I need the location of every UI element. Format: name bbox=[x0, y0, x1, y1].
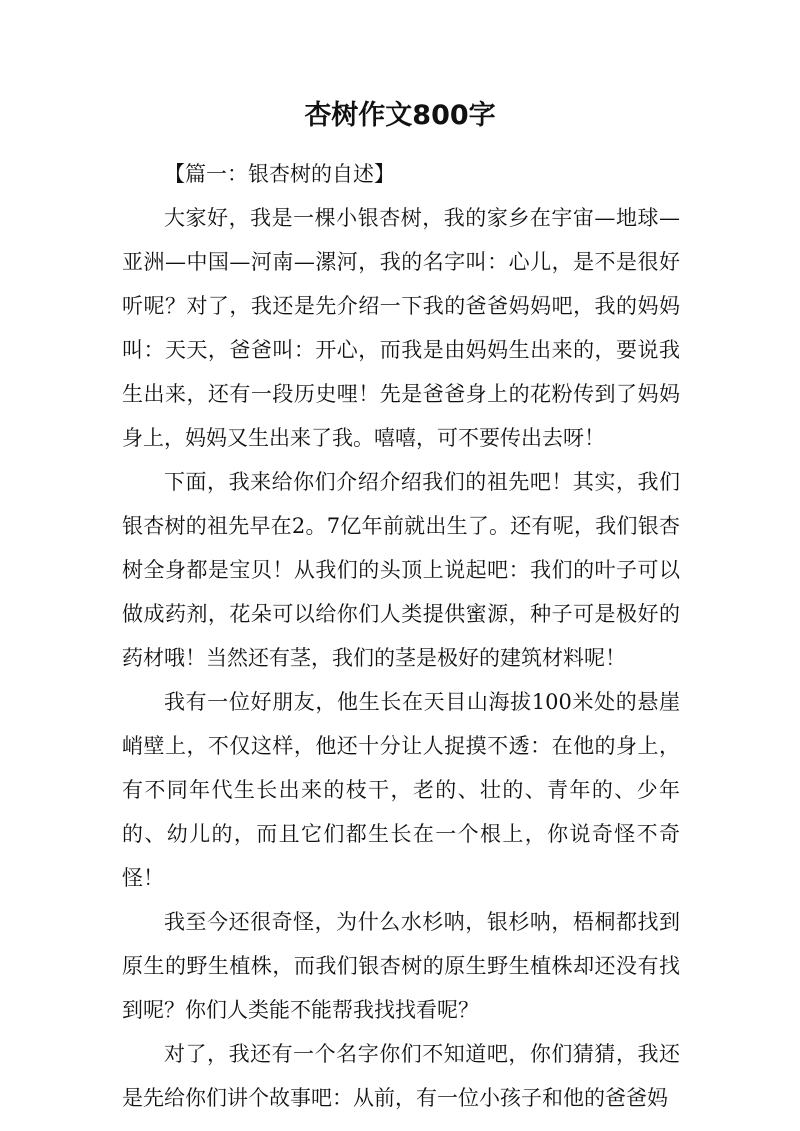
paragraph: 大家好，我是一棵小银杏树，我的家乡在宇宙—地球—亚洲—中国—河南—漯河，我的名字叫：心儿，是不是很好听呢？对了，我还是先介绍一下我的爸爸妈妈吧，我的妈妈叫：天天，爸爸叫：开心，而我是由妈妈生出来的，要说我生出来，还有一段历史哩！先是爸爸身上的花粉传到了妈妈身上，妈妈又生出来了我。嘻嘻，可不要传出去呀！ bbox=[122, 206, 680, 450]
document-title: 杏树作文800字 bbox=[304, 100, 496, 131]
paragraph: 我至今还很奇怪，为什么水杉呐，银杉呐，梧桐都找到原生的野生植株，而我们银杏树的原生野生植株却还没有找到呢？你们人类能不能帮我找找看呢？ bbox=[122, 910, 680, 1022]
paragraph: 对了，我还有一个名字你们不知道吧，你们猜猜，我还是先给你们讲个故事吧：从前，有一位小孩子和他的爸爸妈 bbox=[122, 1042, 680, 1110]
document-body bbox=[122, 152, 680, 1120]
paragraph: 我有一位好朋友，他生长在天目山海拔100米处的悬崖峭壁上，不仅这样，他还十分让人捉摸不透：在他的身上，有不同年代生长出来的枝干，老的、壮的、青年的、少年的、幼儿的，而且它们都生长在一个根上，你说奇怪不奇怪！ bbox=[122, 690, 680, 890]
section-heading: 【篇一：银杏树的自述】 bbox=[164, 162, 395, 186]
paragraph: 下面，我来给你们介绍介绍我们的祖先吧！其实，我们银杏树的祖先早在2。7亿年前就出生了。还有呢，我们银杏树全身都是宝贝！从我们的头顶上说起吧：我们的叶子可以做成药剂，花朵可以给你们人类提供蜜源，种子可是极好的药材哦！当然还有茎，我们的茎是极好的建筑材料呢！ bbox=[122, 470, 680, 670]
